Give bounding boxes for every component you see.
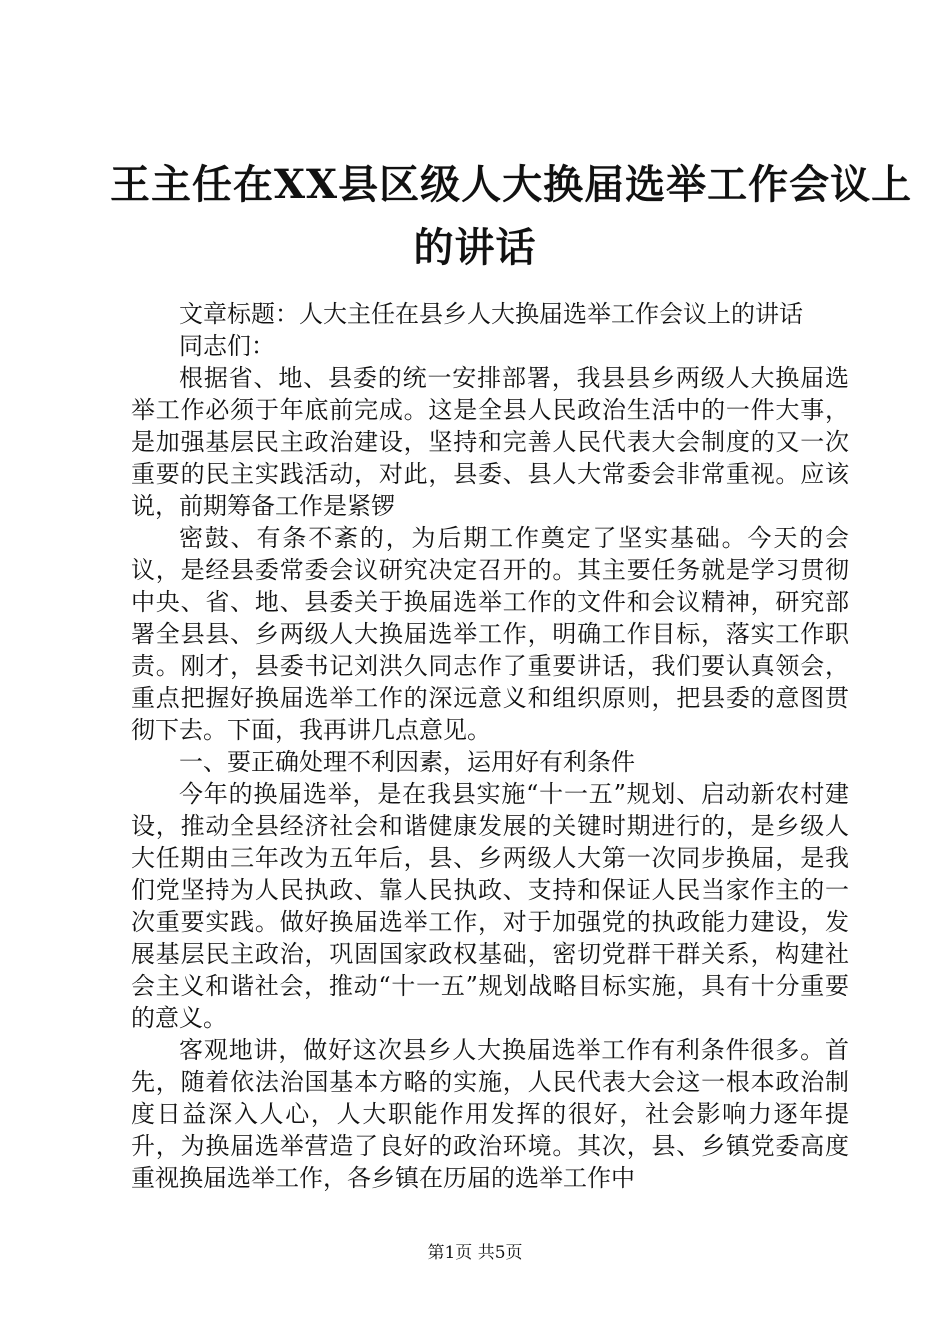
section-heading: 一、要正确处理不利因素，运用好有利条件 — [179, 748, 635, 776]
page-footer: 第1页 共5页 — [427, 1243, 523, 1263]
salutation-paragraph: 同志们： — [179, 332, 275, 360]
document-title-line-1: 王主任在XX县区级人大换届选举工作会议上 — [110, 161, 913, 208]
body-paragraph: 密鼓、有条不紊的，为后期工作奠定了坚实基础。今天的会议，是经县委常委会议研究决定召开的。其主要任务就是学习贯彻中央、省、地、县委关于换届选举工作的文件和会议精神，研究部署全县县、乡两级人大换届选举工作，明确工作目标，落实工作职责。刚才，县委书记刘洪久同志作了重要讲话，我们要认真领会，重点把握好换届选举工作的深远意义和组织原则，把县委的意图贯彻下去。下面，我再讲几点意见。 — [131, 524, 849, 744]
article-title-paragraph: 文章标题：人大主任在县乡人大换届选举工作会议上的讲话 — [179, 300, 803, 328]
body-paragraph: 客观地讲，做好这次县乡人大换届选举工作有利条件很多。首先，随着依法治国基本方略的实施，人民代表大会这一根本政治制度日益深入人心，人大职能作用发挥的很好，社会影响力逐年提升，为换届选举营造了良好的政治环境。其次，县、乡镇党委高度重视换届选举工作，各乡镇在历届的选举工作中 — [131, 1036, 849, 1192]
body-paragraph: 今年的换届选举，是在我县实施“十一五”规划、启动新农村建设，推动全县经济社会和谐健康发展的关键时期进行的，是乡级人大任期由三年改为五年后，县、乡两级人大第一次同步换届，是我们党坚持为人民执政、靠人民执政、支持和保证人民当家作主的一次重要实践。做好换届选举工作，对于加强党的执政能力建设，发展基层民主政治，巩固国家政权基础，密切党群干群关系，构建社会主义和谐社会，推动“十一五”规划战略目标实施，具有十分重要的意义。 — [131, 780, 849, 1032]
document-body — [131, 298, 849, 1194]
document-title-line-2: 的讲话 — [413, 224, 537, 271]
body-paragraph: 根据省、地、县委的统一安排部署，我县县乡两级人大换届选举工作必须于年底前完成。这是全县人民政治生活中的一件大事，是加强基层民主政治建设，坚持和完善人民代表大会制度的又一次重要的民主实践活动，对此，县委、县人大常委会非常重视。应该说，前期筹备工作是紧锣 — [131, 364, 849, 520]
